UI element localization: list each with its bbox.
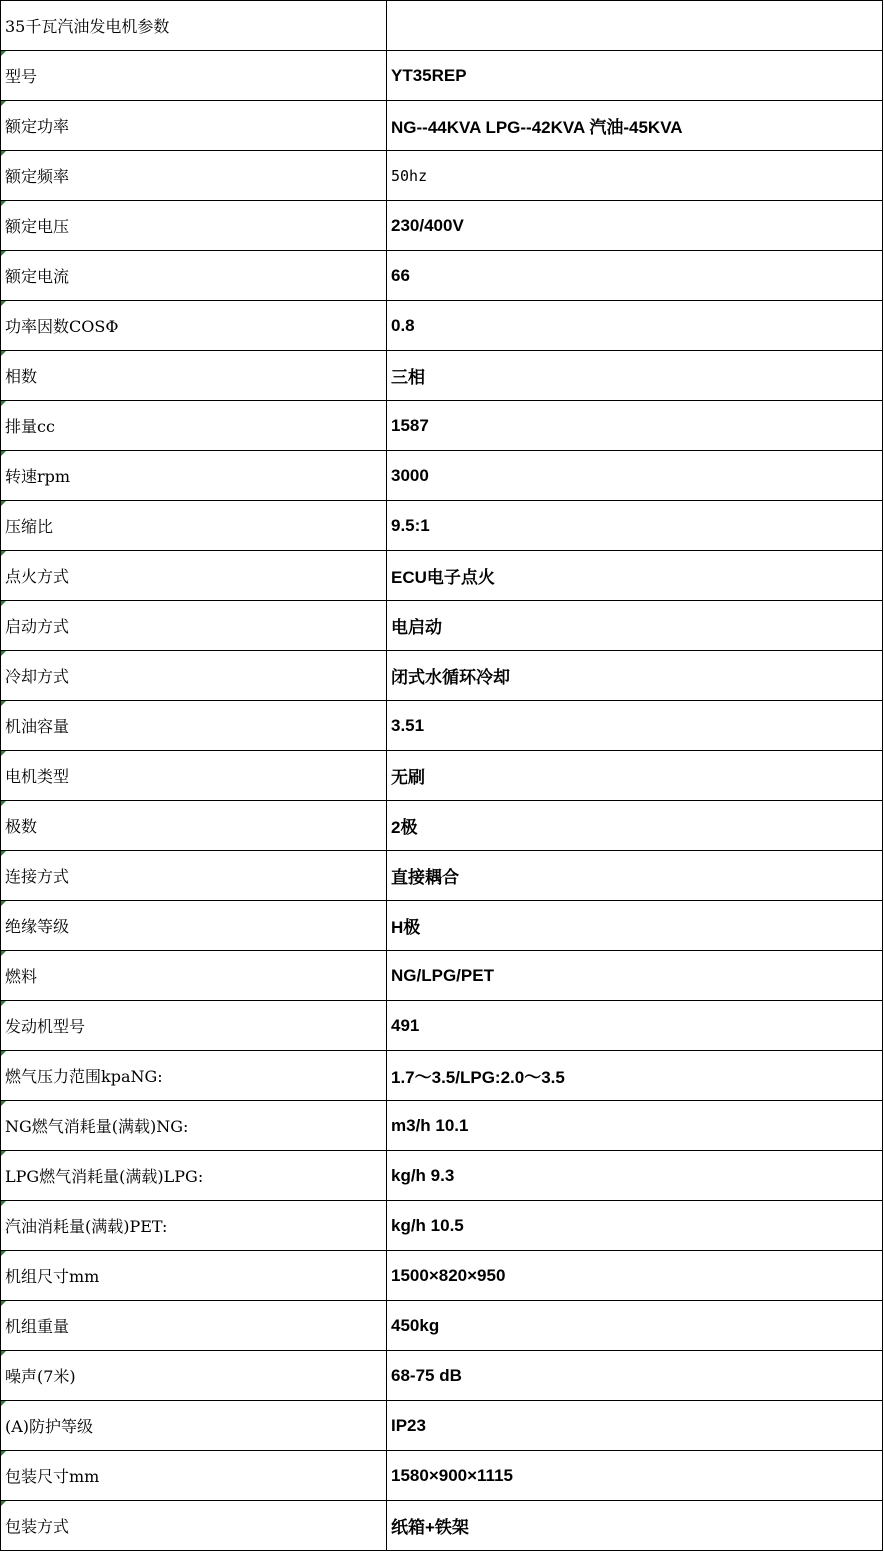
cell-marker-icon: [1, 801, 6, 806]
param-name: 功率因数COSΦ: [1, 301, 387, 351]
param-name: 启动方式: [1, 601, 387, 651]
param-name: 机组重量: [1, 1301, 387, 1351]
param-name: 连接方式: [1, 851, 387, 901]
cell-marker-icon: [1, 301, 6, 306]
param-name: LPG燃气消耗量(满载)LPG:: [1, 1151, 387, 1201]
param-name: 燃气压力范围kpaNG:: [1, 1051, 387, 1101]
cell-marker-icon: [1, 1251, 6, 1256]
param-value: IP23: [387, 1401, 883, 1451]
cell-marker-icon: [1, 1101, 6, 1106]
param-name: 额定频率: [1, 151, 387, 201]
param-value: H极: [387, 901, 883, 951]
cell-marker-icon: [1, 851, 6, 856]
cell-marker-icon: [1, 1201, 6, 1206]
cell-marker-icon: [1, 1451, 6, 1456]
cell-marker-icon: [1, 1001, 6, 1006]
param-name: 极数: [1, 801, 387, 851]
cell-marker-icon: [1, 351, 6, 356]
table-row: [1, 1051, 883, 1101]
param-name: 绝缘等级: [1, 901, 387, 951]
param-name: (A)防护等级: [1, 1401, 387, 1451]
param-name: 冷却方式: [1, 651, 387, 701]
cell-marker-icon: [1, 151, 6, 156]
table-row: [1, 1, 883, 51]
param-value: 电启动: [387, 601, 883, 651]
param-value: 3.51: [387, 701, 883, 751]
param-name: 机组尺寸mm: [1, 1251, 387, 1301]
table-row: [1, 51, 883, 101]
table-row: [1, 1201, 883, 1251]
table-row: [1, 351, 883, 401]
param-value: 50hz: [387, 151, 883, 201]
table-row: [1, 1501, 883, 1551]
cell-marker-icon: [1, 401, 6, 406]
cell-marker-icon: [1, 701, 6, 706]
table-row: [1, 1451, 883, 1501]
table-row: [1, 701, 883, 751]
cell-marker-icon: [1, 1151, 6, 1156]
cell-marker-icon: [1, 651, 6, 656]
param-value: 68-75 dB: [387, 1351, 883, 1401]
param-value: 491: [387, 1001, 883, 1051]
cell-marker-icon: [1, 551, 6, 556]
table-row: [1, 551, 883, 601]
param-value: kg/h 9.3: [387, 1151, 883, 1201]
cell-marker-icon: [1, 751, 6, 756]
cell-marker-icon: [1, 201, 6, 206]
param-value: 闭式水循环冷却: [387, 651, 883, 701]
param-value: 无刷: [387, 751, 883, 801]
cell-marker-icon: [1, 51, 6, 56]
param-name: 额定电流: [1, 251, 387, 301]
param-name: 发动机型号: [1, 1001, 387, 1051]
param-value: YT35REP: [387, 51, 883, 101]
param-name: 型号: [1, 51, 387, 101]
param-value: [387, 1, 883, 51]
cell-marker-icon: [1, 501, 6, 506]
table-row: [1, 1401, 883, 1451]
param-name: 35千瓦汽油发电机参数: [1, 1, 387, 51]
param-value: 1.7～3.5/LPG:2.0～3.5: [387, 1051, 883, 1101]
table-row: [1, 1001, 883, 1051]
table-row: [1, 151, 883, 201]
param-value: 2极: [387, 801, 883, 851]
table-row: [1, 651, 883, 701]
table-row: [1, 101, 883, 151]
table-row: [1, 901, 883, 951]
param-name: 噪声(7米): [1, 1351, 387, 1401]
param-value: 66: [387, 251, 883, 301]
param-value: NG/LPG/PET: [387, 951, 883, 1001]
table-row: [1, 251, 883, 301]
param-name: 电机类型: [1, 751, 387, 801]
cell-marker-icon: [1, 901, 6, 906]
cell-marker-icon: [1, 1351, 6, 1356]
param-name: 包装尺寸mm: [1, 1451, 387, 1501]
param-name: 压缩比: [1, 501, 387, 551]
cell-marker-icon: [1, 101, 6, 106]
param-value: 3000: [387, 451, 883, 501]
table-row: [1, 851, 883, 901]
param-value: 450kg: [387, 1301, 883, 1351]
spec-table-body: [1, 1, 883, 1551]
param-value: 三相: [387, 351, 883, 401]
param-name: 转速rpm: [1, 451, 387, 501]
table-row: [1, 501, 883, 551]
param-name: 点火方式: [1, 551, 387, 601]
table-row: [1, 1151, 883, 1201]
table-row: [1, 1251, 883, 1301]
cell-marker-icon: [1, 1051, 6, 1056]
param-value: 9.5:1: [387, 501, 883, 551]
param-value: 0.8: [387, 301, 883, 351]
param-name: 包装方式: [1, 1501, 387, 1551]
cell-marker-icon: [1, 251, 6, 256]
param-name: 相数: [1, 351, 387, 401]
param-name: 排量cc: [1, 401, 387, 451]
table-row: [1, 201, 883, 251]
param-value: 1580×900×1115: [387, 1451, 883, 1501]
table-row: [1, 801, 883, 851]
param-name: 额定电压: [1, 201, 387, 251]
table-row: [1, 601, 883, 651]
cell-marker-icon: [1, 601, 6, 606]
table-row: [1, 1351, 883, 1401]
param-name: 汽油消耗量(满载)PET:: [1, 1201, 387, 1251]
param-value: 纸箱+铁架: [387, 1501, 883, 1551]
table-row: [1, 1301, 883, 1351]
table-row: [1, 951, 883, 1001]
param-name: 额定功率: [1, 101, 387, 151]
param-value: ECU电子点火: [387, 551, 883, 601]
cell-marker-icon: [1, 1401, 6, 1406]
cell-marker-icon: [1, 1301, 6, 1306]
table-row: [1, 1101, 883, 1151]
param-value: m3/h 10.1: [387, 1101, 883, 1151]
cell-marker-icon: [1, 1501, 6, 1506]
cell-marker-icon: [1, 451, 6, 456]
param-value: 1587: [387, 401, 883, 451]
param-value: NG--44KVA LPG--42KVA 汽油-45KVA: [387, 101, 883, 151]
param-value: kg/h 10.5: [387, 1201, 883, 1251]
param-name: 机油容量: [1, 701, 387, 751]
table-row: [1, 751, 883, 801]
cell-marker-icon: [1, 951, 6, 956]
param-value: 230/400V: [387, 201, 883, 251]
table-row: [1, 301, 883, 351]
table-row: [1, 451, 883, 501]
param-name: NG燃气消耗量(满载)NG:: [1, 1101, 387, 1151]
table-row: [1, 401, 883, 451]
param-value: 直接耦合: [387, 851, 883, 901]
param-name: 燃料: [1, 951, 387, 1001]
param-value: 1500×820×950: [387, 1251, 883, 1301]
